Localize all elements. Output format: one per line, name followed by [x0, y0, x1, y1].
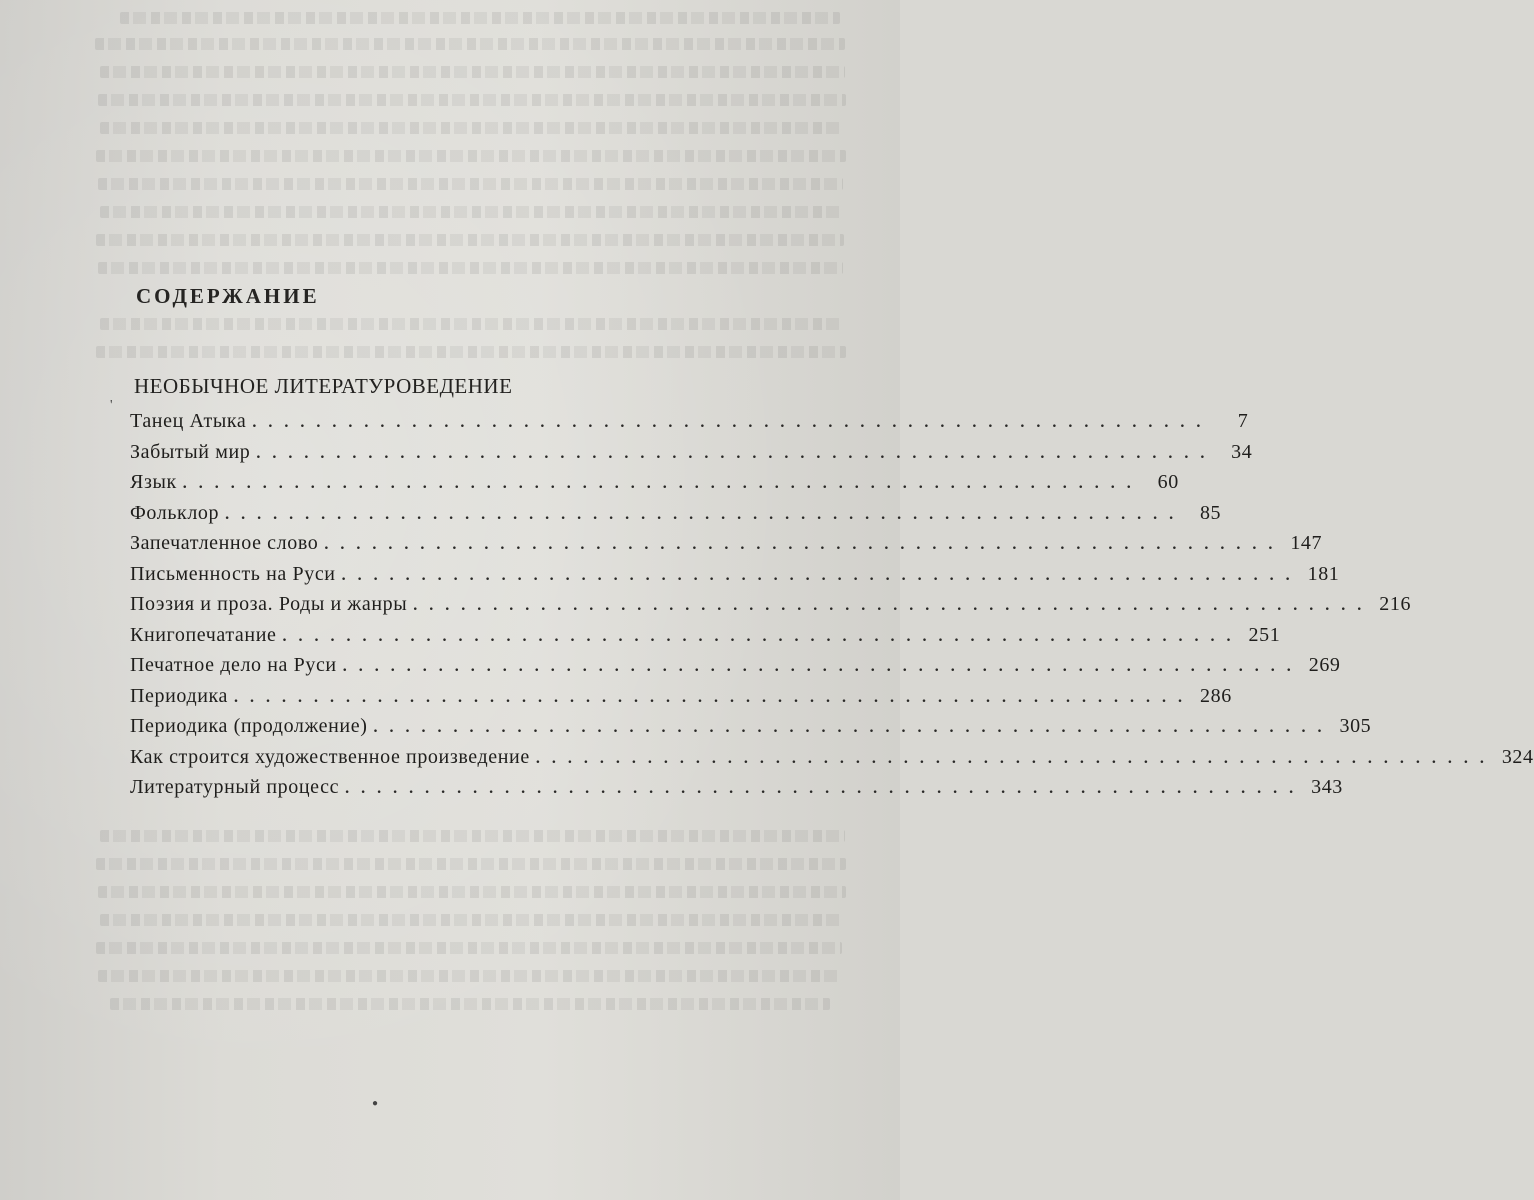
contents-heading: СОДЕРЖАНИЕ — [136, 284, 320, 308]
table-of-contents — [130, 410, 1534, 807]
toc-entry-page: 251 — [1248, 623, 1281, 646]
toc-entry-page: 147 — [1290, 532, 1323, 554]
toc-entry — [130, 776, 1343, 807]
page-mark: ' — [110, 398, 113, 413]
toc-entry-page: 305 — [1339, 715, 1372, 737]
toc-leader-dots: ............................................................ — [282, 627, 1243, 645]
toc-entry-title: Периодика — [130, 684, 229, 707]
toc-entry-page: 7 — [1237, 410, 1249, 432]
toc-entry — [130, 410, 1249, 441]
toc-entry-page: 216 — [1379, 593, 1412, 615]
toc-entry — [130, 745, 1534, 777]
toc-entry-title: Периодика (продолжение) — [130, 715, 368, 737]
toc-entry-page: 181 — [1307, 562, 1340, 585]
toc-entry — [130, 623, 1281, 655]
toc-leader-dots: ............................................................ — [341, 566, 1302, 584]
toc-entry — [130, 593, 1412, 624]
toc-leader-dots: ............................................................ — [413, 597, 1374, 614]
toc-entry-page: 34 — [1231, 440, 1253, 463]
toc-leader-dots: ............................................................ — [234, 688, 1195, 706]
toc-entry-page: 343 — [1311, 776, 1343, 798]
toc-leader-dots: ............................................................ — [373, 719, 1334, 736]
toc-leader-dots: ............................................................ — [342, 658, 1303, 675]
toc-entry-page: 324 — [1501, 745, 1534, 768]
toc-entry-page: 286 — [1200, 684, 1232, 707]
toc-entry-page: 269 — [1308, 654, 1341, 676]
toc-leader-dots: ............................................................ — [225, 505, 1186, 523]
toc-leader-dots: ............................................................ — [535, 749, 1496, 767]
toc-entry — [130, 562, 1340, 594]
toc-entry-page: 60 — [1157, 471, 1179, 493]
toc-entry-title: Запечатленное слово — [130, 532, 319, 554]
toc-entry — [130, 501, 1222, 533]
toc-entry-title: Письменность на Руси — [130, 562, 336, 585]
toc-entry-title: Литературный процесс — [130, 776, 340, 798]
toc-entry — [130, 440, 1253, 472]
toc-entry-title: Печатное дело на Руси — [130, 654, 337, 676]
page-speck: ● — [372, 1098, 379, 1109]
toc-entry-title: Забытый мир — [130, 440, 251, 463]
toc-leader-dots: ............................................................ — [182, 475, 1143, 492]
toc-leader-dots: ............................................................ — [345, 780, 1306, 797]
toc-leader-dots: ............................................................ — [324, 536, 1285, 553]
toc-entry — [130, 532, 1323, 563]
toc-entry — [130, 715, 1372, 746]
toc-leader-dots: ............................................................ — [252, 414, 1213, 431]
toc-entry-title: Танец Атыка — [130, 410, 247, 432]
toc-entry — [130, 654, 1341, 685]
toc-entry — [130, 684, 1232, 716]
toc-entry-title: Книгопечатание — [130, 623, 277, 646]
toc-entry — [130, 471, 1179, 502]
toc-entry-title: Язык — [130, 471, 177, 493]
section-title: НЕОБЫЧНОЕ ЛИТЕРАТУРОВЕДЕНИЕ — [134, 374, 513, 398]
toc-entry-title: Поэзия и проза. Роды и жанры — [130, 593, 408, 615]
toc-entry-title: Как строится художественное произведение — [130, 745, 530, 768]
toc-entry-title: Фольклор — [130, 501, 220, 524]
toc-entry-page: 85 — [1199, 501, 1222, 524]
toc-leader-dots: ............................................................ — [256, 444, 1217, 462]
